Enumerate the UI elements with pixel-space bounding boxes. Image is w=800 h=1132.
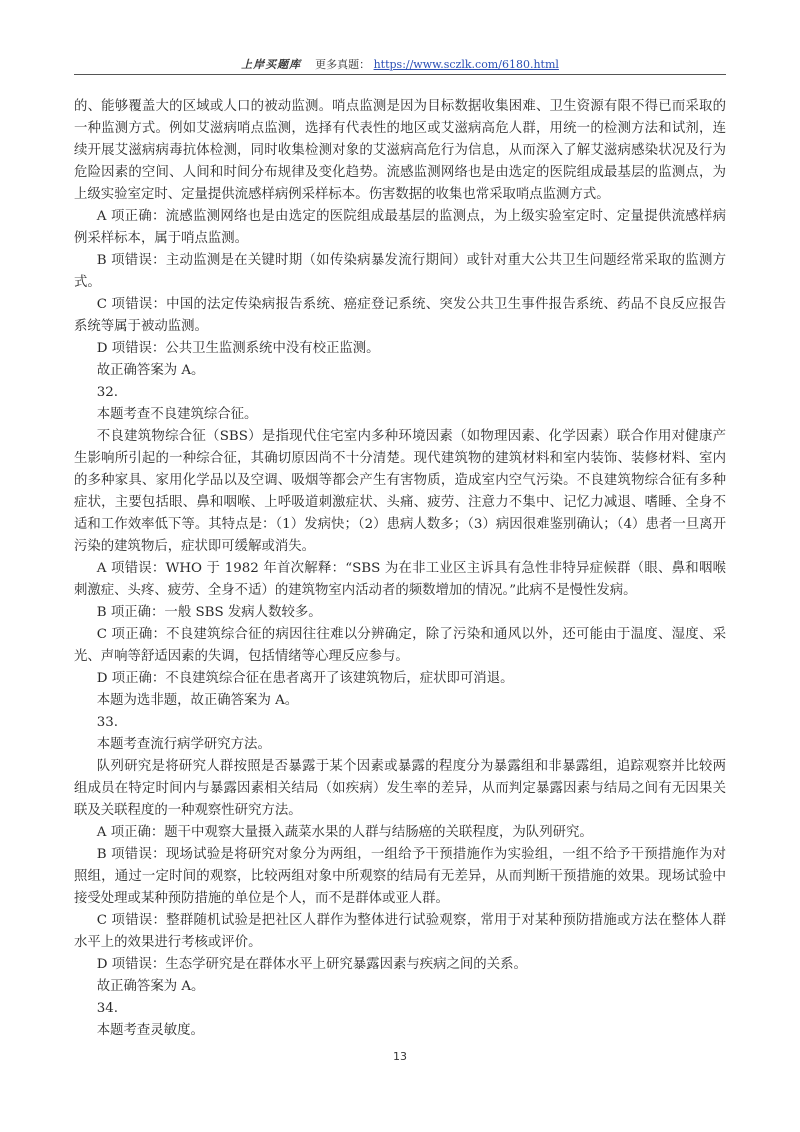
paragraph: D 项错误：公共卫生监测系统中没有校正监测。 (96, 341, 380, 356)
paragraph: 本题考查灵敏度。 (96, 1023, 204, 1038)
paragraph: 本题考查流行病学研究方法。 (96, 737, 271, 752)
paragraph: A 项错误：WHO 于 1982 年首次解释：“SBS 为在非工业区主诉具有急性非特异症候群（眼、鼻和咽喉刺激症、头疼、疲劳、全身不适）的建筑物室内活动者的频数增加的情况。”此病不是慢性发病。 (74, 561, 726, 598)
paragraph: 队列研究是将研究人群按照是否暴露于某个因素或暴露的程度分为暴露组和非暴露组，追踪观察并比较两组成员在特定时间内与暴露因素相关结局（如疾病）发生率的差异，从而判定暴露因素与结局之间有无因果关联及关联程度的一种观察性研究方法。 (74, 759, 726, 818)
paragraph: B 项错误：现场试验是将研究对象分为两组，一组给予干预措施作为实验组，一组不给予干预措施作为对照组，通过一定时间的观察，比较两组对象中所观察的结局有无差异，从而判断干预措施的效果。现场试验中接受处理或某种预防措施的单位是个人，而不是群体或亚人群。 (74, 847, 726, 906)
page-number: 13 (393, 1050, 407, 1063)
paragraph: 故正确答案为 A。 (96, 363, 205, 378)
paragraph: 故正确答案为 A。 (96, 979, 205, 994)
paragraph: D 项错误：生态学研究是在群体水平上研究暴露因素与疾病之间的关系。 (96, 957, 527, 972)
paragraph: C 项正确：不良建筑综合征的病因往往难以分辨确定，除了污染和通风以外，还可能由于温度、湿度、采光、声响等舒适因素的失调，包括情绪等心理反应参与。 (74, 627, 726, 664)
document-body (74, 96, 726, 1042)
paragraph: 34. (96, 1001, 119, 1016)
paragraph: 本题考查不良建筑综合征。 (96, 407, 258, 422)
paragraph: 的、能够覆盖大的区域或人口的被动监测。哨点监测是因为目标数据收集困难、卫生资源有限不得已而采取的一种监测方式。例如艾滋病哨点监测，选择有代表性的地区或艾滋病高危人群，用统一的检测方法和试剂，连续开展艾滋病病毒抗体检测，同时收集检测对象的艾滋病高危行为信息，从而深入了解艾滋病感染状况及行为危险因素的空间、人间和时间分布规律及变化趋势。流感监测网络也是由选定的医院组成最基层的监测点，为上级实验室定时、定量提供流感样病例采样标本。伤害数据的收集也常采取哨点监测方式。 (74, 99, 726, 202)
paragraph: 本题为选非题，故正确答案为 A。 (96, 693, 299, 708)
paragraph: 不良建筑物综合征（SBS）是指现代住宅室内多种环境因素（如物理因素、化学因素）联合作用对健康产生影响所引起的一种综合征，其确切原因尚不十分清楚。现代建筑物的建筑材料和室内装饰、装修材料、室内的多种家具、家用化学品以及空调、吸烟等都会产生有害物质，造成室内空气污染。不良建筑物综合征有多种症状，主要包括眼、鼻和咽喉、上呼吸道刺激症状、头痛、疲劳、注意力不集中、记忆力减退、嗜睡、全身不适和工作效率低下等。其特点是：（1）发病快；（2）患病人数多；（3）病因很难鉴别确认；（4）患者一旦离开污染的建筑物后，症状即可缓解或消失。 (74, 429, 726, 554)
paragraph: B 项正确：一般 SBS 发病人数较多。 (96, 605, 322, 620)
paragraph: A 项正确：题干中观察大量摄入蔬菜水果的人群与结肠癌的关联程度，为队列研究。 (96, 825, 593, 840)
paragraph: 32. (96, 385, 119, 400)
paragraph: C 项错误：整群随机试验是把社区人群作为整体进行试验观察，常用于对某种预防措施或方法在整体人群水平上的效果进行考核或评价。 (74, 913, 726, 950)
paragraph: A 项正确：流感监测网络也是由选定的医院组成最基层的监测点，为上级实验室定时、定量提供流感样病例采样标本，属于哨点监测。 (74, 209, 726, 246)
paragraph: 33. (96, 715, 119, 730)
paragraph: D 项正确：不良建筑综合征在患者离开了该建筑物后，症状即可消退。 (96, 671, 514, 686)
header-brand: 上岸买题库 (241, 58, 302, 71)
paragraph: B 项错误：主动监测是在关键时期（如传染病暴发流行期间）或针对重大公共卫生问题经常采取的监测方式。 (74, 253, 726, 290)
page-header (74, 56, 726, 76)
header-link[interactable]: https://www.sczlk.com/6180.html (373, 58, 559, 71)
paragraph: C 项错误：中国的法定传染病报告系统、癌症登记系统、突发公共卫生事件报告系统、药品不良反应报告系统等属于被动监测。 (74, 297, 726, 334)
header-prefix: 更多真题： (315, 58, 371, 71)
header-divider (74, 74, 726, 75)
